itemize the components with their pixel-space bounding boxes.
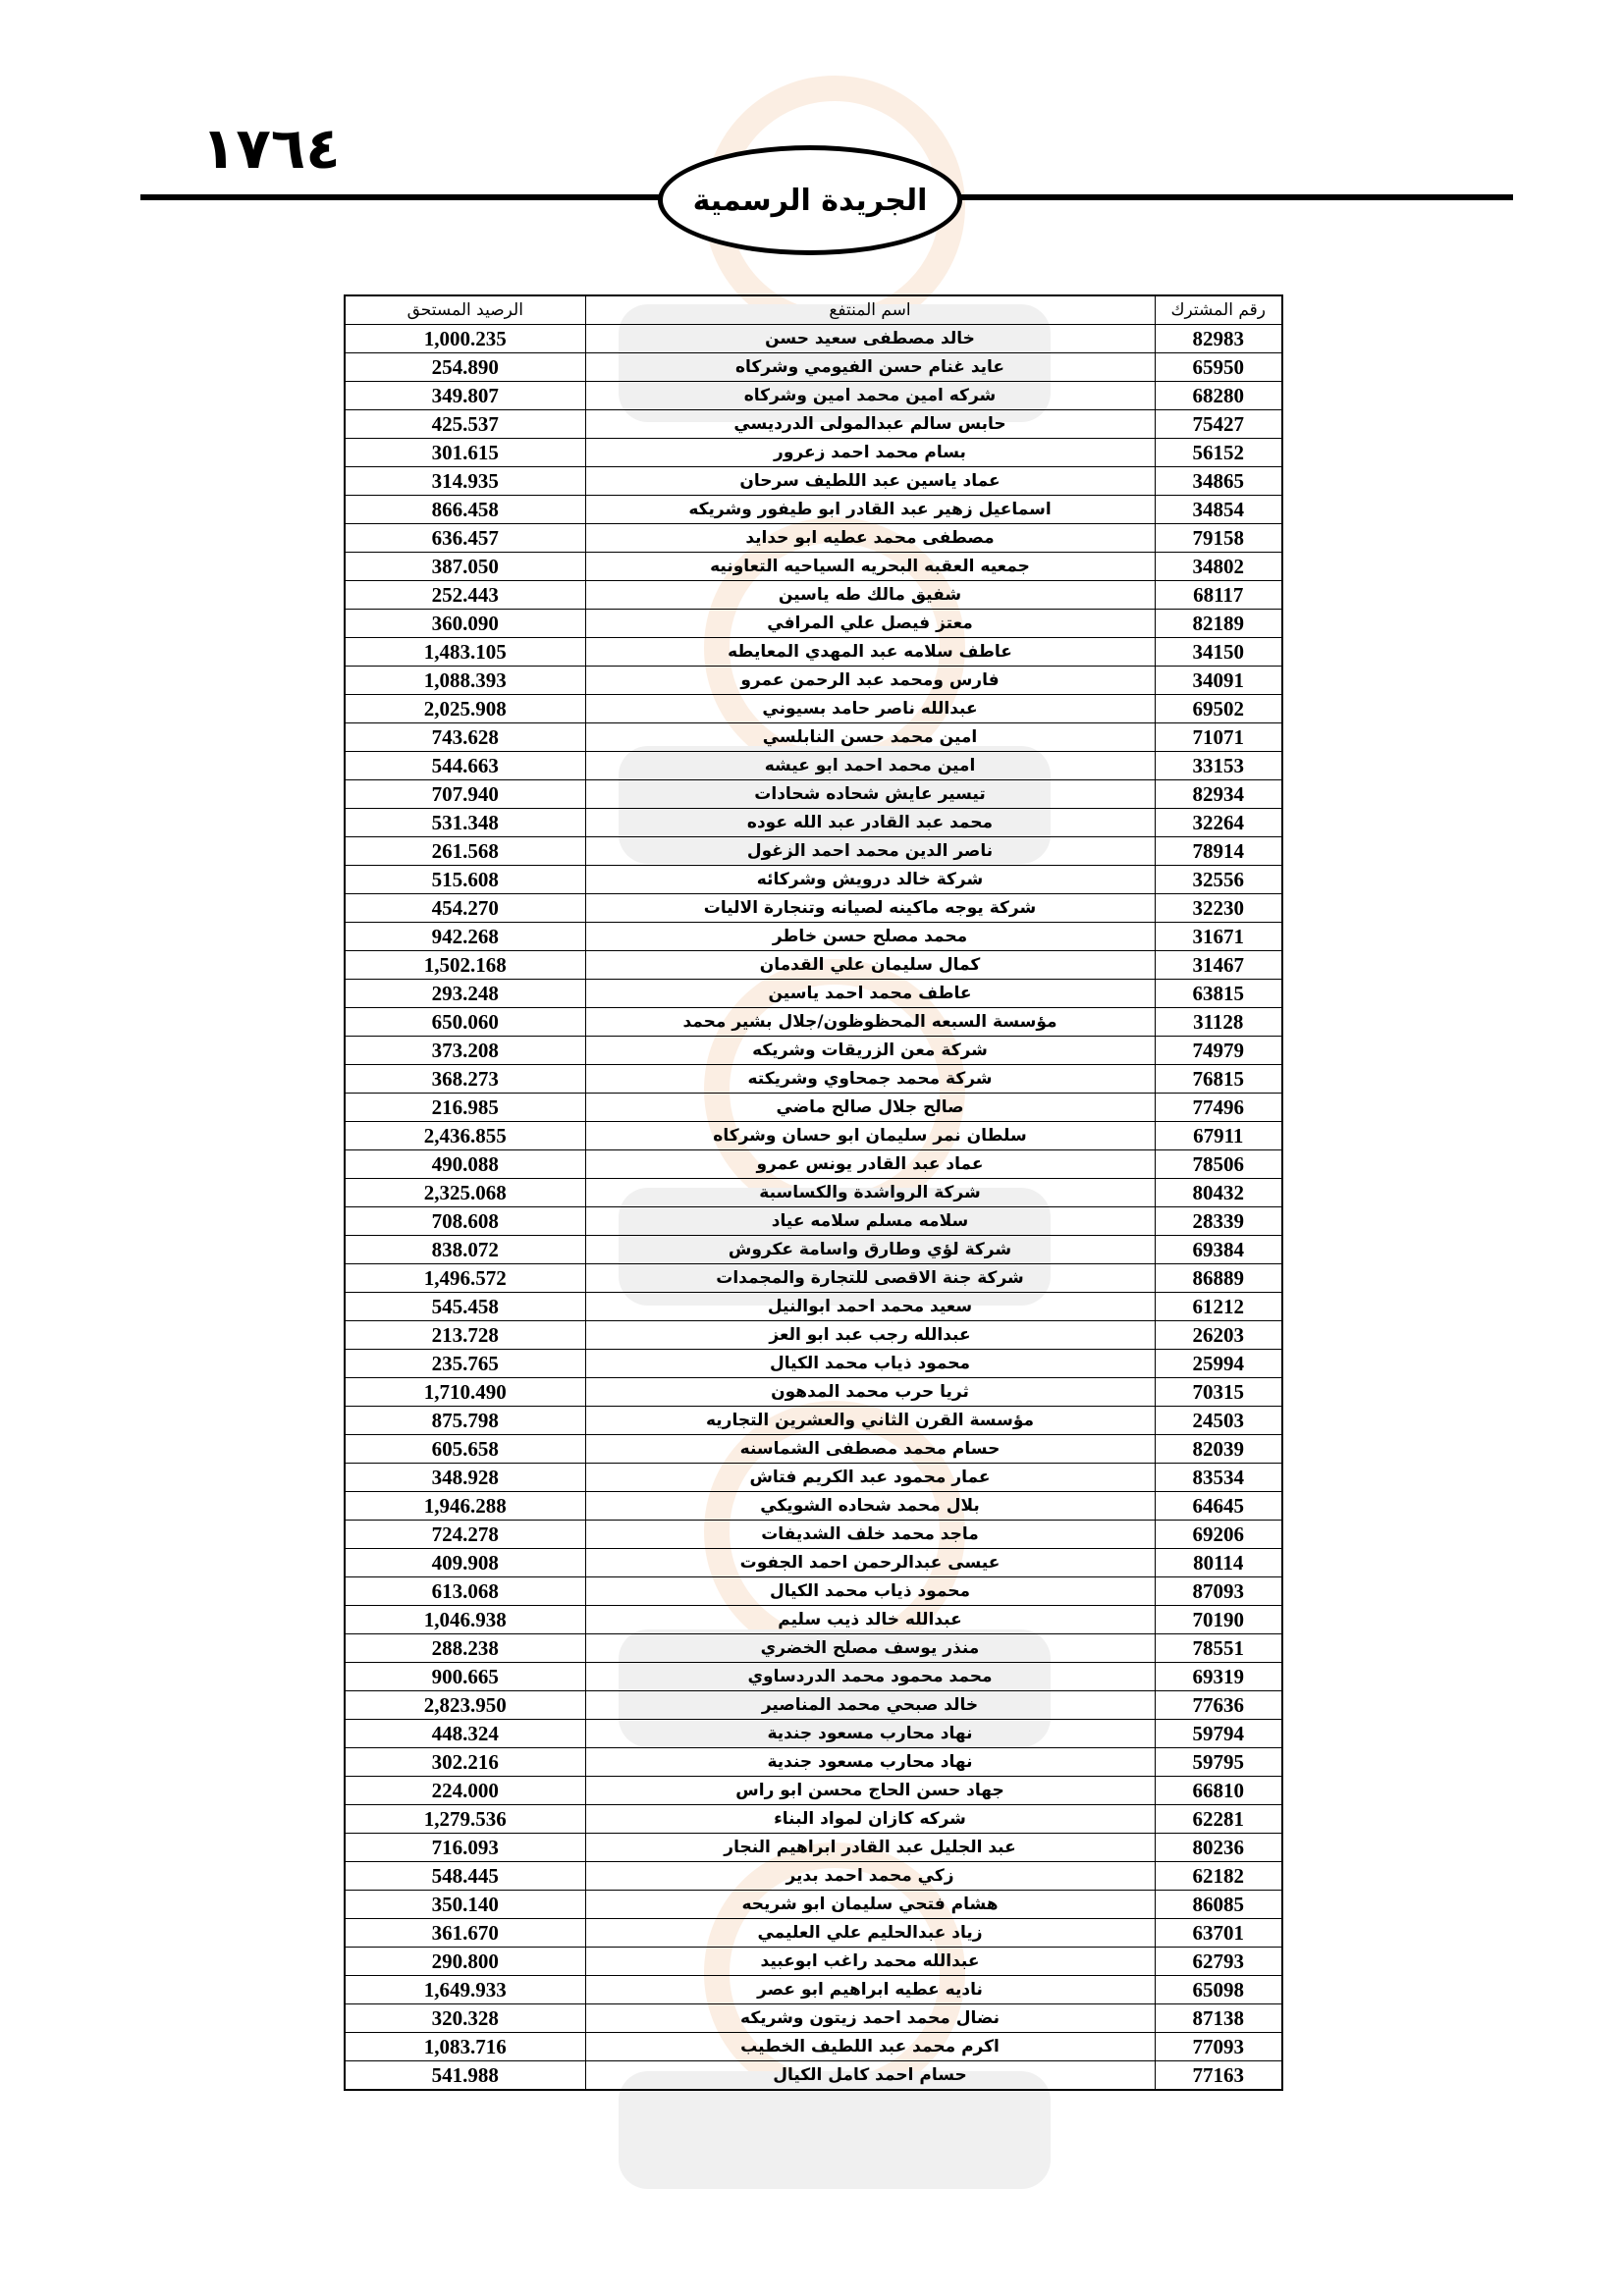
balance-due-cell: 368.273 [345, 1065, 585, 1094]
table-row [345, 1805, 1282, 1834]
balance-due-cell: 301.615 [345, 439, 585, 467]
subscriber-number-cell: 71071 [1155, 723, 1282, 752]
balance-due-cell: 360.090 [345, 610, 585, 638]
beneficiary-name-cell: امين محمد احمد ابو عيشه [585, 752, 1155, 780]
table-row [345, 1691, 1282, 1720]
subscriber-number-cell: 79158 [1155, 524, 1282, 553]
subscriber-number-cell: 74979 [1155, 1037, 1282, 1065]
subscriber-number-cell: 82189 [1155, 610, 1282, 638]
beneficiary-name-cell: ماجد محمد خلف الشديفات [585, 1521, 1155, 1549]
table-row [345, 1606, 1282, 1634]
balance-due-cell: 235.765 [345, 1350, 585, 1378]
beneficiary-name-cell: خالد مصطفى سعيد حسن [585, 325, 1155, 353]
balance-due-cell: 707.940 [345, 780, 585, 809]
table-row [345, 1919, 1282, 1948]
table-row [345, 1037, 1282, 1065]
table-row [345, 1492, 1282, 1521]
beneficiary-name-cell: سلطان نمر سليمان ابو حسان وشركاه [585, 1122, 1155, 1150]
beneficiary-name-cell: عاطف محمد احمد ياسين [585, 980, 1155, 1008]
table-row [345, 1464, 1282, 1492]
table-row [345, 325, 1282, 353]
beneficiary-name-cell: عيسى عبدالرحمن احمد الجفوت [585, 1549, 1155, 1577]
table-header-row [345, 295, 1282, 325]
balance-due-cell: 293.248 [345, 980, 585, 1008]
subscriber-number-cell: 32264 [1155, 809, 1282, 837]
beneficiary-name-cell: محمد عبد القادر عبد الله عوده [585, 809, 1155, 837]
balance-due-cell: 866.458 [345, 496, 585, 524]
subscriber-number-cell: 59794 [1155, 1720, 1282, 1748]
subscriber-number-cell: 77163 [1155, 2061, 1282, 2091]
table-row [345, 410, 1282, 439]
balance-due-cell: 1,496.572 [345, 1264, 585, 1293]
subscriber-number-cell: 32230 [1155, 894, 1282, 923]
subscribers-table [344, 294, 1283, 2091]
table-row [345, 1236, 1282, 1264]
table-body [345, 325, 1282, 2091]
beneficiary-name-cell: شركة جنة الاقصى للتجارة والمجمدات [585, 1264, 1155, 1293]
table-row [345, 1407, 1282, 1435]
beneficiary-name-cell: معتز فيصل علي المرافي [585, 610, 1155, 638]
beneficiary-name-cell: تيسير عايش شحاده شحادات [585, 780, 1155, 809]
subscriber-number-cell: 77636 [1155, 1691, 1282, 1720]
subscriber-number-cell: 80114 [1155, 1549, 1282, 1577]
beneficiary-name-cell: هشام فتحي سليمان ابو شريحه [585, 1891, 1155, 1919]
balance-due-cell: 302.216 [345, 1748, 585, 1777]
subscriber-number-cell: 75427 [1155, 410, 1282, 439]
table-row [345, 1834, 1282, 1862]
beneficiary-name-cell: عمار محمود عبد الكريم فتاش [585, 1464, 1155, 1492]
beneficiary-name-cell: عايد غنام حسن الفيومي وشركاه [585, 353, 1155, 382]
balance-due-cell: 490.088 [345, 1150, 585, 1179]
table-row [345, 1378, 1282, 1407]
subscriber-number-cell: 26203 [1155, 1321, 1282, 1350]
balance-due-cell: 213.728 [345, 1321, 585, 1350]
subscriber-number-cell: 80236 [1155, 1834, 1282, 1862]
subscriber-number-cell: 86085 [1155, 1891, 1282, 1919]
subscriber-number-cell: 83534 [1155, 1464, 1282, 1492]
table-row [345, 723, 1282, 752]
balance-due-cell: 320.328 [345, 2004, 585, 2033]
subscriber-number-cell: 62182 [1155, 1862, 1282, 1891]
table-row [345, 837, 1282, 866]
table-row [345, 752, 1282, 780]
balance-due-cell: 454.270 [345, 894, 585, 923]
table-row [345, 1663, 1282, 1691]
beneficiary-name-cell: سلامه مسلم سلامه عياد [585, 1207, 1155, 1236]
beneficiary-name-cell: محمد محمود محمد الدردساوي [585, 1663, 1155, 1691]
table-row [345, 980, 1282, 1008]
table-row [345, 496, 1282, 524]
beneficiary-name-cell: مؤسسة القرن الثاني والعشرين التجاريه [585, 1407, 1155, 1435]
table-row [345, 610, 1282, 638]
subscriber-number-cell: 82039 [1155, 1435, 1282, 1464]
subscriber-number-cell: 31467 [1155, 951, 1282, 980]
balance-due-cell: 290.800 [345, 1948, 585, 1976]
beneficiary-name-cell: ثريا حرب محمد المدهون [585, 1378, 1155, 1407]
balance-due-cell: 2,325.068 [345, 1179, 585, 1207]
journal-title-badge [658, 145, 962, 255]
table-row [345, 382, 1282, 410]
beneficiary-name-cell: شركه كازان لمواد البناء [585, 1805, 1155, 1834]
subscriber-number-cell: 78551 [1155, 1634, 1282, 1663]
beneficiary-name-cell: جهاد حسن الحاج محسن ابو راس [585, 1777, 1155, 1805]
table-row [345, 1435, 1282, 1464]
subscriber-number-cell: 31128 [1155, 1008, 1282, 1037]
table-row [345, 1891, 1282, 1919]
subscriber-number-cell: 87093 [1155, 1577, 1282, 1606]
beneficiary-name-cell: كمال سليمان علي القدمان [585, 951, 1155, 980]
subscriber-number-cell: 80432 [1155, 1179, 1282, 1207]
table-row [345, 1094, 1282, 1122]
balance-due-cell: 261.568 [345, 837, 585, 866]
beneficiary-name-cell: نهاد محارب مسعود جندية [585, 1720, 1155, 1748]
table-row [345, 667, 1282, 695]
subscriber-number-cell: 62793 [1155, 1948, 1282, 1976]
subscriber-number-cell: 32556 [1155, 866, 1282, 894]
beneficiary-name-cell: فارس ومحمد عبد الرحمن عمرو [585, 667, 1155, 695]
beneficiary-name-cell: زكي محمد احمد بدير [585, 1862, 1155, 1891]
table-row [345, 1948, 1282, 1976]
balance-due-cell: 349.807 [345, 382, 585, 410]
table-row [345, 866, 1282, 894]
balance-due-cell: 544.663 [345, 752, 585, 780]
page-number: ١٧٦٤ [201, 115, 341, 182]
subscriber-number-cell: 78506 [1155, 1150, 1282, 1179]
table-row [345, 1634, 1282, 1663]
beneficiary-name-cell: شركة محمد جمحاوي وشريكته [585, 1065, 1155, 1094]
balance-due-cell: 515.608 [345, 866, 585, 894]
subscribers-table-container [344, 294, 1281, 2091]
table-row [345, 638, 1282, 667]
balance-due-cell: 743.628 [345, 723, 585, 752]
balance-due-cell: 2,823.950 [345, 1691, 585, 1720]
balance-due-cell: 541.988 [345, 2061, 585, 2091]
subscriber-number-cell: 69206 [1155, 1521, 1282, 1549]
beneficiary-name-cell: جمعيه العقبه البحريه السياحيه التعاونيه [585, 553, 1155, 581]
table-row [345, 1862, 1282, 1891]
balance-due-cell: 1,046.938 [345, 1606, 585, 1634]
beneficiary-name-cell: عبدالله محمد راغب ابوعبيد [585, 1948, 1155, 1976]
subscriber-number-cell: 86889 [1155, 1264, 1282, 1293]
table-row [345, 1549, 1282, 1577]
balance-due-cell: 361.670 [345, 1919, 585, 1948]
subscriber-number-cell: 67911 [1155, 1122, 1282, 1150]
balance-due-cell: 613.068 [345, 1577, 585, 1606]
subscriber-number-cell: 77093 [1155, 2033, 1282, 2061]
subscriber-number-cell: 34865 [1155, 467, 1282, 496]
table-row [345, 1207, 1282, 1236]
beneficiary-name-cell: زياد عبدالحليم علي العليمي [585, 1919, 1155, 1948]
table-row [345, 1720, 1282, 1748]
subscriber-number-cell: 34854 [1155, 496, 1282, 524]
subscriber-number-cell: 87138 [1155, 2004, 1282, 2033]
beneficiary-name-cell: اكرم محمد عبد اللطيف الخطيب [585, 2033, 1155, 2061]
subscriber-number-cell: 56152 [1155, 439, 1282, 467]
balance-due-cell: 314.935 [345, 467, 585, 496]
column-header-subscriber-number: رقم المشترك [1155, 295, 1282, 325]
beneficiary-name-cell: صالح جلال صالح ماضي [585, 1094, 1155, 1122]
subscriber-number-cell: 24503 [1155, 1407, 1282, 1435]
table-row [345, 780, 1282, 809]
beneficiary-name-cell: عاطف سلامه عبد المهدي المعايطه [585, 638, 1155, 667]
subscriber-number-cell: 76815 [1155, 1065, 1282, 1094]
beneficiary-name-cell: عبدالله ناصر حامد بسيوني [585, 695, 1155, 723]
balance-due-cell: 1,502.168 [345, 951, 585, 980]
subscriber-number-cell: 28339 [1155, 1207, 1282, 1236]
balance-due-cell: 650.060 [345, 1008, 585, 1037]
beneficiary-name-cell: ناديه عطيه ابراهيم ابو عصر [585, 1976, 1155, 2004]
subscriber-number-cell: 31671 [1155, 923, 1282, 951]
beneficiary-name-cell: بلال محمد شحاده الشويكي [585, 1492, 1155, 1521]
beneficiary-name-cell: شركة خالد درويش وشركائه [585, 866, 1155, 894]
table-row [345, 1577, 1282, 1606]
table-row [345, 894, 1282, 923]
balance-due-cell: 716.093 [345, 1834, 585, 1862]
balance-due-cell: 605.658 [345, 1435, 585, 1464]
subscriber-number-cell: 25994 [1155, 1350, 1282, 1378]
balance-due-cell: 1,083.716 [345, 2033, 585, 2061]
beneficiary-name-cell: عماد عبد القادر يونس عمرو [585, 1150, 1155, 1179]
beneficiary-name-cell: مصطفى محمد عطيه ابو حدايد [585, 524, 1155, 553]
table-row [345, 1521, 1282, 1549]
subscriber-number-cell: 70315 [1155, 1378, 1282, 1407]
balance-due-cell: 425.537 [345, 410, 585, 439]
beneficiary-name-cell: حسام احمد كامل الكيال [585, 2061, 1155, 2091]
beneficiary-name-cell: عماد ياسين عبد اللطيف سرحان [585, 467, 1155, 496]
beneficiary-name-cell: محمود ذياب محمد الكيال [585, 1577, 1155, 1606]
table-row [345, 809, 1282, 837]
balance-due-cell: 254.890 [345, 353, 585, 382]
beneficiary-name-cell: عبدالله خالد ذيب سليم [585, 1606, 1155, 1634]
subscriber-number-cell: 34150 [1155, 638, 1282, 667]
balance-due-cell: 636.457 [345, 524, 585, 553]
table-row [345, 695, 1282, 723]
beneficiary-name-cell: بسام محمد احمد زعرور [585, 439, 1155, 467]
beneficiary-name-cell: اسماعيل زهير عبد القادر ابو طيفور وشريكه [585, 496, 1155, 524]
table-row [345, 524, 1282, 553]
subscriber-number-cell: 77496 [1155, 1094, 1282, 1122]
subscriber-number-cell: 69502 [1155, 695, 1282, 723]
balance-due-cell: 373.208 [345, 1037, 585, 1065]
beneficiary-name-cell: نضال محمد احمد زيتون وشريكه [585, 2004, 1155, 2033]
balance-due-cell: 545.458 [345, 1293, 585, 1321]
balance-due-cell: 350.140 [345, 1891, 585, 1919]
subscriber-number-cell: 66810 [1155, 1777, 1282, 1805]
balance-due-cell: 224.000 [345, 1777, 585, 1805]
subscriber-number-cell: 59795 [1155, 1748, 1282, 1777]
table-row [345, 1008, 1282, 1037]
balance-due-cell: 2,436.855 [345, 1122, 585, 1150]
subscriber-number-cell: 34091 [1155, 667, 1282, 695]
beneficiary-name-cell: سعيد محمد احمد ابوالنيل [585, 1293, 1155, 1321]
subscriber-number-cell: 63701 [1155, 1919, 1282, 1948]
beneficiary-name-cell: منذر يوسف مصلح الخضري [585, 1634, 1155, 1663]
balance-due-cell: 531.348 [345, 809, 585, 837]
beneficiary-name-cell: محمود ذياب محمد الكيال [585, 1350, 1155, 1378]
subscriber-number-cell: 65098 [1155, 1976, 1282, 2004]
balance-due-cell: 1,000.235 [345, 325, 585, 353]
beneficiary-name-cell: شركة لؤي وطارق واسامة عكروش [585, 1236, 1155, 1264]
balance-due-cell: 1,649.933 [345, 1976, 585, 2004]
balance-due-cell: 900.665 [345, 1663, 585, 1691]
balance-due-cell: 288.238 [345, 1634, 585, 1663]
beneficiary-name-cell: عبد الجليل عبد القادر ابراهيم النجار [585, 1834, 1155, 1862]
table-row [345, 2004, 1282, 2033]
beneficiary-name-cell: شركه امين محمد امين وشركاه [585, 382, 1155, 410]
subscriber-number-cell: 70190 [1155, 1606, 1282, 1634]
beneficiary-name-cell: نهاد محارب مسعود جندية [585, 1748, 1155, 1777]
column-header-balance-due: الرصيد المستحق [345, 295, 585, 325]
balance-due-cell: 409.908 [345, 1549, 585, 1577]
beneficiary-name-cell: ناصر الدين محمد احمد الزغول [585, 837, 1155, 866]
subscriber-number-cell: 69384 [1155, 1236, 1282, 1264]
beneficiary-name-cell: امين محمد حسن النابلسي [585, 723, 1155, 752]
subscriber-number-cell: 61212 [1155, 1293, 1282, 1321]
beneficiary-name-cell: شركة الرواشدة والكساسبة [585, 1179, 1155, 1207]
subscriber-number-cell: 68280 [1155, 382, 1282, 410]
table-row [345, 2033, 1282, 2061]
balance-due-cell: 387.050 [345, 553, 585, 581]
table-row [345, 1264, 1282, 1293]
beneficiary-name-cell: عبدالله رجب عبد ابو العز [585, 1321, 1155, 1350]
balance-due-cell: 1,279.536 [345, 1805, 585, 1834]
balance-due-cell: 448.324 [345, 1720, 585, 1748]
subscriber-number-cell: 62281 [1155, 1805, 1282, 1834]
subscriber-number-cell: 82934 [1155, 780, 1282, 809]
balance-due-cell: 708.608 [345, 1207, 585, 1236]
table-row [345, 923, 1282, 951]
balance-due-cell: 838.072 [345, 1236, 585, 1264]
balance-due-cell: 216.985 [345, 1094, 585, 1122]
table-row [345, 2061, 1282, 2091]
balance-due-cell: 348.928 [345, 1464, 585, 1492]
balance-due-cell: 1,710.490 [345, 1378, 585, 1407]
subscriber-number-cell: 34802 [1155, 553, 1282, 581]
beneficiary-name-cell: خالد صبحي محمد المناصير [585, 1691, 1155, 1720]
subscriber-number-cell: 33153 [1155, 752, 1282, 780]
balance-due-cell: 942.268 [345, 923, 585, 951]
table-row [345, 1321, 1282, 1350]
subscriber-number-cell: 65950 [1155, 353, 1282, 382]
table-row [345, 1350, 1282, 1378]
table-row [345, 1293, 1282, 1321]
balance-due-cell: 1,946.288 [345, 1492, 585, 1521]
table-row [345, 951, 1282, 980]
balance-due-cell: 252.443 [345, 581, 585, 610]
subscriber-number-cell: 68117 [1155, 581, 1282, 610]
table-row [345, 1179, 1282, 1207]
balance-due-cell: 1,483.105 [345, 638, 585, 667]
subscriber-number-cell: 64645 [1155, 1492, 1282, 1521]
table-row [345, 1976, 1282, 2004]
table-row [345, 581, 1282, 610]
subscriber-number-cell: 63815 [1155, 980, 1282, 1008]
table-row [345, 1748, 1282, 1777]
journal-title: الجريدة الرسمية [692, 183, 928, 218]
table-row [345, 353, 1282, 382]
beneficiary-name-cell: شركة يوجه ماكينه لصيانه وتنجارة الاليات [585, 894, 1155, 923]
table-row [345, 553, 1282, 581]
table-row [345, 1150, 1282, 1179]
table-row [345, 1122, 1282, 1150]
beneficiary-name-cell: محمد مصلح حسن خاطر [585, 923, 1155, 951]
column-header-beneficiary-name: اسم المنتفع [585, 295, 1155, 325]
balance-due-cell: 724.278 [345, 1521, 585, 1549]
table-row [345, 467, 1282, 496]
subscriber-number-cell: 82983 [1155, 325, 1282, 353]
beneficiary-name-cell: مؤسسة السبعه المحظوظون/جلال بشير محمد [585, 1008, 1155, 1037]
beneficiary-name-cell: شفيق مالك طه ياسين [585, 581, 1155, 610]
balance-due-cell: 548.445 [345, 1862, 585, 1891]
balance-due-cell: 875.798 [345, 1407, 585, 1435]
table-row [345, 1065, 1282, 1094]
beneficiary-name-cell: حابس سالم عبدالمولى الدرديسي [585, 410, 1155, 439]
table-row [345, 1777, 1282, 1805]
table-row [345, 439, 1282, 467]
balance-due-cell: 1,088.393 [345, 667, 585, 695]
beneficiary-name-cell: حسام محمد مصطفى الشماسنه [585, 1435, 1155, 1464]
balance-due-cell: 2,025.908 [345, 695, 585, 723]
subscriber-number-cell: 69319 [1155, 1663, 1282, 1691]
subscriber-number-cell: 78914 [1155, 837, 1282, 866]
beneficiary-name-cell: شركة معن الزريقات وشريكه [585, 1037, 1155, 1065]
